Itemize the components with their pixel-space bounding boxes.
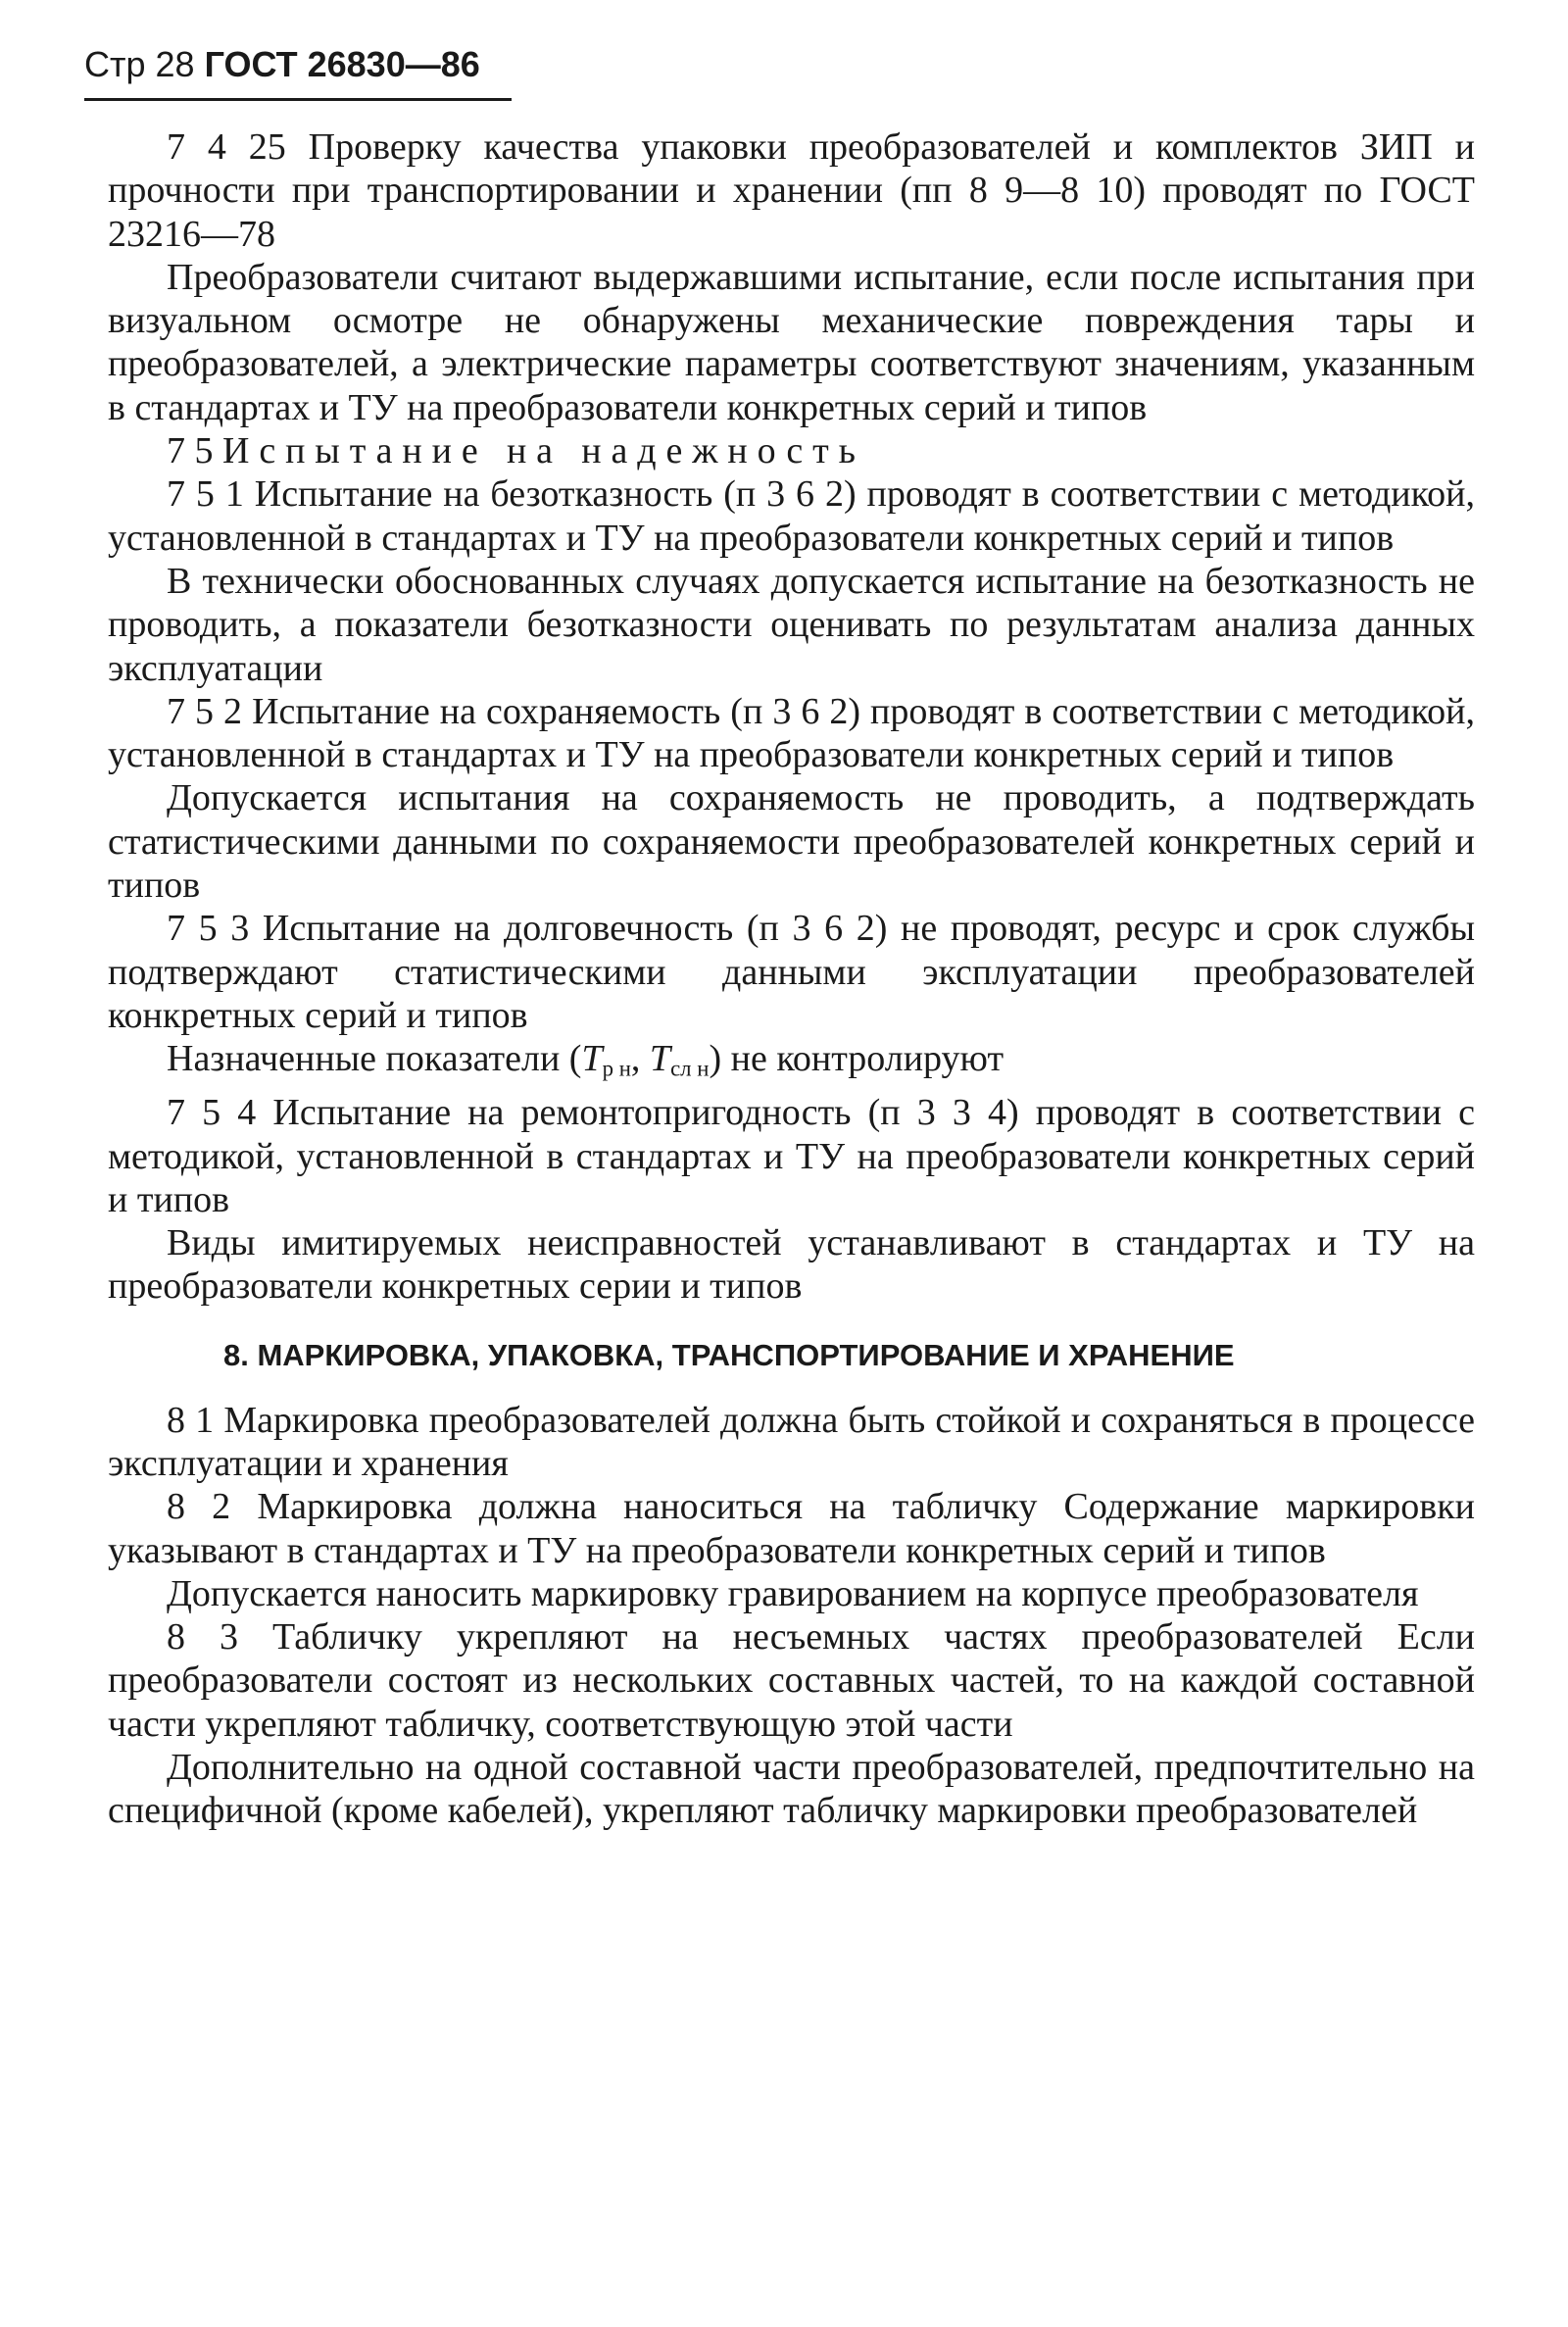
clause-text: Маркировка должна наноситься на табличку Содержание маркировки указывают в стандартах и ТУ на преобразователи конкретных серий и типов [108, 1486, 1476, 1571]
clause-7-4-25 [108, 125, 1475, 256]
section-title: Испытание на надежность [222, 430, 865, 472]
clause-number: 8 3 [167, 1616, 238, 1659]
clause-8-3 [108, 1615, 1475, 1746]
header-rule [84, 98, 512, 101]
clause-8-2 [108, 1485, 1475, 1572]
clause-7-5-2 [108, 690, 1475, 777]
paragraph-indicators: Назначенные показатели ($T_{р н}$, $T_{сл н}$) не контролируют [167, 1038, 1004, 1081]
paragraph: Преобразователи считают выдержавшими испытание, если после испытания при визуальном осмотре не обнаружены механические повреждения тары и преобразователей, а электрические параметры соответствуют значениям, указанным в стандартах и ТУ на преобразователи конкретных серий и типов [108, 256, 1475, 428]
paragraph: Дополнительно на одной составной части преобразователей, предпочтительно на специфичной (кроме кабелей), укрепляют табличку маркировки преобразователей [108, 1747, 1475, 1832]
clause-text: Табличку укрепляют на несъемных частях преобразователей Если преобразователи состоят из нескольких составных частей, то на каждой составной части укрепляют табличку, соответствующую этой части [108, 1616, 1476, 1745]
document-body [108, 125, 1475, 1833]
clause-number: 7 4 25 [167, 126, 286, 168]
clause-7-5-3 [108, 907, 1475, 1037]
clause-number: 7 5 [167, 430, 214, 472]
page-number: Стр 28 [84, 44, 195, 84]
clause-number: 8 1 [167, 1399, 215, 1441]
clause-text: Испытание на безотказность (п 3 6 2) проводят в соответствии с методикой, установленной в стандартах и ТУ на преобразователи конкретных серий и типов [108, 473, 1476, 559]
clause-number: 7 5 4 [167, 1092, 257, 1134]
section-heading-8: 8. МАРКИРОВКА, УПАКОВКА, ТРАНСПОРТИРОВАНИЕ И ХРАНЕНИЕ [223, 1337, 1235, 1372]
standard-id: ГОСТ 26830—86 [204, 44, 480, 84]
paragraph: Допускается испытания на сохраняемость не проводить, а подтверждать статистическими данными по сохраняемости преобразователей конкретных серий и типов [108, 777, 1475, 907]
clause-number: 7 5 3 [167, 908, 250, 950]
paragraph: Допускается наносить маркировку гравированием на корпусе преобразователя [167, 1572, 1419, 1614]
clause-number: 8 2 [167, 1486, 231, 1528]
paragraph: Виды имитируемых неисправностей устанавливают в стандартах и ТУ на преобразователи конкретных серии и типов [108, 1222, 1475, 1308]
clause-number: 7 5 1 [167, 473, 244, 516]
clause-7-5-title [108, 429, 1475, 472]
clause-text: Испытание на ремонтопригодность (п 3 3 4) проводят в соответствии с методикой, установленной в стандартах и ТУ на преобразователи конкретных серий и типов [108, 1092, 1476, 1220]
clause-text: Проверку качества упаковки преобразователей и комплектов ЗИП и прочности при транспортировании и хранении (пп 8 9—8 10) проводят по ГОСТ 23216—78 [108, 126, 1476, 255]
clause-text: Испытание на долговечность (п 3 6 2) не проводят, ресурс и срок службы подтверждают статистическими данными эксплуатации преобразователей конкретных серий и типов [108, 908, 1475, 1036]
page-header [84, 44, 480, 84]
paragraph: В технически обоснованных случаях допускается испытание на безотказность не проводить, а показатели безотказности оценивать по результатам анализа данных эксплуатации [108, 560, 1475, 689]
clause-8-1 [108, 1399, 1475, 1486]
clause-number: 7 5 2 [167, 690, 243, 732]
clause-7-5-4 [108, 1091, 1475, 1221]
clause-text: Маркировка преобразователей должна быть стойкой и сохраняться в процессе эксплуатации и хранения [108, 1399, 1476, 1484]
clause-text: Испытание на сохраняемость (п 3 6 2) проводят в соответствии с методикой, установленной в стандартах и ТУ на преобразователи конкретных серий и типов [108, 690, 1476, 776]
clause-7-5-1 [108, 472, 1475, 560]
